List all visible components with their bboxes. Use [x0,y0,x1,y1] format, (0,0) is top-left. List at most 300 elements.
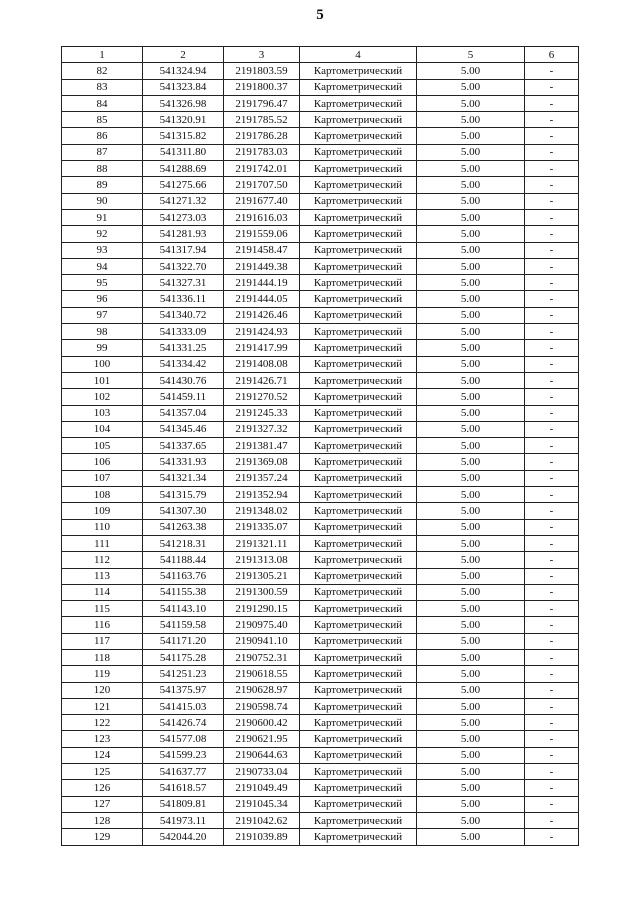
column-header-2: 2 [143,47,224,63]
method-cell: Картометрический [300,487,417,503]
table-row [62,63,579,79]
accuracy-cell: 5.00 [417,715,525,731]
point-number-cell: 90 [62,193,143,209]
point-number-cell: 98 [62,324,143,340]
method-cell: Картометрический [300,291,417,307]
table-row [62,552,579,568]
table-row [62,829,579,845]
y-coordinate-cell: 2190733.04 [224,764,300,780]
method-cell: Картометрический [300,535,417,551]
y-coordinate-cell: 2190752.31 [224,649,300,665]
x-coordinate-cell: 541273.03 [143,209,224,225]
accuracy-cell: 5.00 [417,633,525,649]
method-cell: Картометрический [300,63,417,79]
accuracy-cell: 5.00 [417,389,525,405]
accuracy-cell: 5.00 [417,454,525,470]
x-coordinate-cell: 541322.70 [143,258,224,274]
table-row [62,340,579,356]
y-coordinate-cell: 2191444.19 [224,275,300,291]
description-cell: - [525,601,579,617]
x-coordinate-cell: 542044.20 [143,829,224,845]
method-cell: Картометрический [300,715,417,731]
accuracy-cell: 5.00 [417,682,525,698]
x-coordinate-cell: 541188.44 [143,552,224,568]
y-coordinate-cell: 2191369.08 [224,454,300,470]
x-coordinate-cell: 541599.23 [143,747,224,763]
table-row [62,307,579,323]
table-row [62,291,579,307]
x-coordinate-cell: 541275.66 [143,177,224,193]
x-coordinate-cell: 541331.93 [143,454,224,470]
y-coordinate-cell: 2191424.93 [224,324,300,340]
description-cell: - [525,747,579,763]
x-coordinate-cell: 541218.31 [143,535,224,551]
y-coordinate-cell: 2191290.15 [224,601,300,617]
description-cell: - [525,193,579,209]
point-number-cell: 82 [62,63,143,79]
description-cell: - [525,161,579,177]
coordinates-table [61,46,579,846]
y-coordinate-cell: 2191800.37 [224,79,300,95]
table-row [62,209,579,225]
method-cell: Картометрический [300,731,417,747]
table-row [62,421,579,437]
point-number-cell: 128 [62,812,143,828]
description-cell: - [525,829,579,845]
description-cell: - [525,812,579,828]
description-cell: - [525,649,579,665]
point-number-cell: 96 [62,291,143,307]
y-coordinate-cell: 2190598.74 [224,698,300,714]
method-cell: Картометрический [300,454,417,470]
method-cell: Картометрический [300,242,417,258]
y-coordinate-cell: 2191742.01 [224,161,300,177]
point-number-cell: 118 [62,649,143,665]
description-cell: - [525,715,579,731]
y-coordinate-cell: 2191786.28 [224,128,300,144]
y-coordinate-cell: 2191408.08 [224,356,300,372]
method-cell: Картометрический [300,405,417,421]
description-cell: - [525,454,579,470]
table-row [62,389,579,405]
point-number-cell: 94 [62,258,143,274]
method-cell: Картометрический [300,356,417,372]
method-cell: Картометрический [300,209,417,225]
method-cell: Картометрический [300,95,417,111]
table-body [62,63,579,845]
description-cell: - [525,275,579,291]
x-coordinate-cell: 541159.58 [143,617,224,633]
point-number-cell: 104 [62,421,143,437]
y-coordinate-cell: 2190618.55 [224,666,300,682]
method-cell: Картометрический [300,519,417,535]
description-cell: - [525,356,579,372]
accuracy-cell: 5.00 [417,421,525,437]
accuracy-cell: 5.00 [417,747,525,763]
description-cell: - [525,258,579,274]
method-cell: Картометрический [300,193,417,209]
table-row [62,780,579,796]
x-coordinate-cell: 541320.91 [143,112,224,128]
description-cell: - [525,617,579,633]
method-cell: Картометрический [300,340,417,356]
accuracy-cell: 5.00 [417,617,525,633]
table-row [62,226,579,242]
description-cell: - [525,796,579,812]
point-number-cell: 115 [62,601,143,617]
point-number-cell: 111 [62,535,143,551]
table-row [62,535,579,551]
x-coordinate-cell: 541357.04 [143,405,224,421]
y-coordinate-cell: 2191357.24 [224,470,300,486]
point-number-cell: 124 [62,747,143,763]
table-row [62,177,579,193]
accuracy-cell: 5.00 [417,780,525,796]
point-number-cell: 88 [62,161,143,177]
description-cell: - [525,324,579,340]
table-row [62,193,579,209]
accuracy-cell: 5.00 [417,503,525,519]
description-cell: - [525,584,579,600]
table-row [62,372,579,388]
x-coordinate-cell: 541321.34 [143,470,224,486]
table-row [62,438,579,454]
method-cell: Картометрический [300,226,417,242]
point-number-cell: 112 [62,552,143,568]
accuracy-cell: 5.00 [417,128,525,144]
y-coordinate-cell: 2190600.42 [224,715,300,731]
description-cell: - [525,780,579,796]
x-coordinate-cell: 541577.08 [143,731,224,747]
x-coordinate-cell: 541263.38 [143,519,224,535]
point-number-cell: 106 [62,454,143,470]
point-number-cell: 123 [62,731,143,747]
x-coordinate-cell: 541155.38 [143,584,224,600]
accuracy-cell: 5.00 [417,193,525,209]
x-coordinate-cell: 541327.31 [143,275,224,291]
y-coordinate-cell: 2191045.34 [224,796,300,812]
accuracy-cell: 5.00 [417,812,525,828]
column-header-4: 4 [300,47,417,63]
column-header-6: 6 [525,47,579,63]
x-coordinate-cell: 541415.03 [143,698,224,714]
x-coordinate-cell: 541973.11 [143,812,224,828]
accuracy-cell: 5.00 [417,487,525,503]
header-row [62,47,579,63]
y-coordinate-cell: 2191300.59 [224,584,300,600]
method-cell: Картометрический [300,682,417,698]
accuracy-cell: 5.00 [417,438,525,454]
x-coordinate-cell: 541637.77 [143,764,224,780]
y-coordinate-cell: 2191458.47 [224,242,300,258]
accuracy-cell: 5.00 [417,796,525,812]
method-cell: Картометрический [300,372,417,388]
point-number-cell: 84 [62,95,143,111]
x-coordinate-cell: 541315.79 [143,487,224,503]
table-row [62,487,579,503]
accuracy-cell: 5.00 [417,829,525,845]
x-coordinate-cell: 541334.42 [143,356,224,372]
method-cell: Картометрический [300,584,417,600]
table-row [62,79,579,95]
description-cell: - [525,112,579,128]
accuracy-cell: 5.00 [417,161,525,177]
x-coordinate-cell: 541315.82 [143,128,224,144]
accuracy-cell: 5.00 [417,258,525,274]
x-coordinate-cell: 541271.32 [143,193,224,209]
method-cell: Картометрический [300,812,417,828]
table-row [62,601,579,617]
description-cell: - [525,682,579,698]
accuracy-cell: 5.00 [417,601,525,617]
y-coordinate-cell: 2191348.02 [224,503,300,519]
table-row [62,95,579,111]
point-number-cell: 93 [62,242,143,258]
accuracy-cell: 5.00 [417,112,525,128]
y-coordinate-cell: 2191426.46 [224,307,300,323]
method-cell: Картометрический [300,666,417,682]
description-cell: - [525,63,579,79]
description-cell: - [525,552,579,568]
table-row [62,731,579,747]
point-number-cell: 85 [62,112,143,128]
method-cell: Картометрический [300,617,417,633]
y-coordinate-cell: 2191321.11 [224,535,300,551]
description-cell: - [525,503,579,519]
accuracy-cell: 5.00 [417,666,525,682]
description-cell: - [525,519,579,535]
y-coordinate-cell: 2191417.99 [224,340,300,356]
method-cell: Картометрический [300,307,417,323]
y-coordinate-cell: 2191785.52 [224,112,300,128]
accuracy-cell: 5.00 [417,356,525,372]
y-coordinate-cell: 2190941.10 [224,633,300,649]
description-cell: - [525,731,579,747]
accuracy-cell: 5.00 [417,552,525,568]
accuracy-cell: 5.00 [417,535,525,551]
y-coordinate-cell: 2191313.08 [224,552,300,568]
point-number-cell: 89 [62,177,143,193]
x-coordinate-cell: 541311.80 [143,144,224,160]
method-cell: Картометрический [300,128,417,144]
accuracy-cell: 5.00 [417,177,525,193]
accuracy-cell: 5.00 [417,764,525,780]
description-cell: - [525,487,579,503]
x-coordinate-cell: 541251.23 [143,666,224,682]
method-cell: Картометрический [300,552,417,568]
y-coordinate-cell: 2191559.06 [224,226,300,242]
point-number-cell: 103 [62,405,143,421]
x-coordinate-cell: 541143.10 [143,601,224,617]
table-row [62,617,579,633]
x-coordinate-cell: 541307.30 [143,503,224,519]
table-header [62,47,579,63]
point-number-cell: 120 [62,682,143,698]
column-header-5: 5 [417,47,525,63]
table-row [62,682,579,698]
description-cell: - [525,438,579,454]
table-row [62,698,579,714]
y-coordinate-cell: 2190975.40 [224,617,300,633]
point-number-cell: 86 [62,128,143,144]
accuracy-cell: 5.00 [417,226,525,242]
table-row [62,144,579,160]
y-coordinate-cell: 2191616.03 [224,209,300,225]
method-cell: Картометрический [300,421,417,437]
x-coordinate-cell: 541426.74 [143,715,224,731]
x-coordinate-cell: 541281.93 [143,226,224,242]
x-coordinate-cell: 541459.11 [143,389,224,405]
table-row [62,568,579,584]
point-number-cell: 101 [62,372,143,388]
description-cell: - [525,95,579,111]
table-row [62,112,579,128]
description-cell: - [525,177,579,193]
description-cell: - [525,698,579,714]
description-cell: - [525,226,579,242]
y-coordinate-cell: 2191707.50 [224,177,300,193]
x-coordinate-cell: 541618.57 [143,780,224,796]
description-cell: - [525,764,579,780]
method-cell: Картометрический [300,796,417,812]
table-row [62,258,579,274]
x-coordinate-cell: 541337.65 [143,438,224,454]
y-coordinate-cell: 2191444.05 [224,291,300,307]
method-cell: Картометрический [300,829,417,845]
method-cell: Картометрический [300,601,417,617]
accuracy-cell: 5.00 [417,519,525,535]
accuracy-cell: 5.00 [417,340,525,356]
method-cell: Картометрический [300,144,417,160]
y-coordinate-cell: 2191042.62 [224,812,300,828]
description-cell: - [525,128,579,144]
accuracy-cell: 5.00 [417,568,525,584]
point-number-cell: 95 [62,275,143,291]
table-row [62,470,579,486]
description-cell: - [525,144,579,160]
x-coordinate-cell: 541326.98 [143,95,224,111]
accuracy-cell: 5.00 [417,324,525,340]
point-number-cell: 87 [62,144,143,160]
y-coordinate-cell: 2190621.95 [224,731,300,747]
table-row [62,584,579,600]
method-cell: Картометрический [300,633,417,649]
accuracy-cell: 5.00 [417,649,525,665]
y-coordinate-cell: 2191352.94 [224,487,300,503]
point-number-cell: 108 [62,487,143,503]
description-cell: - [525,421,579,437]
table-row [62,405,579,421]
table-row [62,503,579,519]
y-coordinate-cell: 2191039.89 [224,829,300,845]
accuracy-cell: 5.00 [417,698,525,714]
x-coordinate-cell: 541375.97 [143,682,224,698]
accuracy-cell: 5.00 [417,95,525,111]
point-number-cell: 125 [62,764,143,780]
description-cell: - [525,470,579,486]
table-row [62,128,579,144]
description-cell: - [525,666,579,682]
x-coordinate-cell: 541163.76 [143,568,224,584]
table-row [62,275,579,291]
y-coordinate-cell: 2191381.47 [224,438,300,454]
y-coordinate-cell: 2191245.33 [224,405,300,421]
x-coordinate-cell: 541336.11 [143,291,224,307]
column-header-3: 3 [224,47,300,63]
accuracy-cell: 5.00 [417,79,525,95]
method-cell: Картометрический [300,698,417,714]
y-coordinate-cell: 2190644.63 [224,747,300,763]
point-number-cell: 92 [62,226,143,242]
x-coordinate-cell: 541175.28 [143,649,224,665]
accuracy-cell: 5.00 [417,144,525,160]
description-cell: - [525,242,579,258]
description-cell: - [525,535,579,551]
y-coordinate-cell: 2191803.59 [224,63,300,79]
accuracy-cell: 5.00 [417,275,525,291]
x-coordinate-cell: 541809.81 [143,796,224,812]
x-coordinate-cell: 541340.72 [143,307,224,323]
accuracy-cell: 5.00 [417,584,525,600]
y-coordinate-cell: 2191783.03 [224,144,300,160]
point-number-cell: 91 [62,209,143,225]
accuracy-cell: 5.00 [417,731,525,747]
description-cell: - [525,633,579,649]
point-number-cell: 127 [62,796,143,812]
point-number-cell: 117 [62,633,143,649]
point-number-cell: 110 [62,519,143,535]
accuracy-cell: 5.00 [417,242,525,258]
point-number-cell: 114 [62,584,143,600]
page-number: 5 [316,7,324,23]
table-row [62,812,579,828]
table-row [62,747,579,763]
method-cell: Картометрический [300,161,417,177]
point-number-cell: 129 [62,829,143,845]
table-row [62,519,579,535]
accuracy-cell: 5.00 [417,372,525,388]
method-cell: Картометрический [300,764,417,780]
description-cell: - [525,79,579,95]
accuracy-cell: 5.00 [417,307,525,323]
table-row [62,649,579,665]
table-row [62,796,579,812]
description-cell: - [525,209,579,225]
description-cell: - [525,340,579,356]
method-cell: Картометрический [300,568,417,584]
x-coordinate-cell: 541345.46 [143,421,224,437]
x-coordinate-cell: 541331.25 [143,340,224,356]
accuracy-cell: 5.00 [417,291,525,307]
accuracy-cell: 5.00 [417,470,525,486]
point-number-cell: 102 [62,389,143,405]
point-number-cell: 122 [62,715,143,731]
description-cell: - [525,568,579,584]
point-number-cell: 100 [62,356,143,372]
y-coordinate-cell: 2191049.49 [224,780,300,796]
description-cell: - [525,372,579,388]
point-number-cell: 121 [62,698,143,714]
point-number-cell: 99 [62,340,143,356]
x-coordinate-cell: 541324.94 [143,63,224,79]
description-cell: - [525,389,579,405]
point-number-cell: 83 [62,79,143,95]
x-coordinate-cell: 541323.84 [143,79,224,95]
method-cell: Картометрический [300,112,417,128]
accuracy-cell: 5.00 [417,209,525,225]
method-cell: Картометрический [300,747,417,763]
table-row [62,454,579,470]
